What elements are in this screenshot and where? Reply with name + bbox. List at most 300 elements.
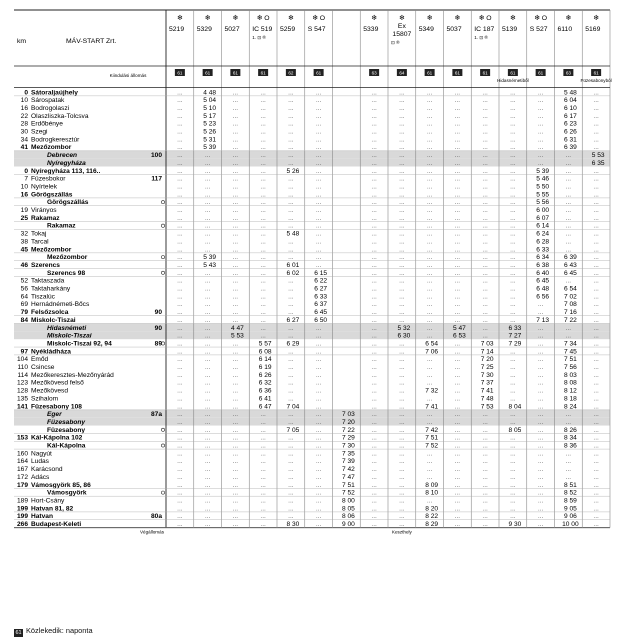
no-stop-mark: ... bbox=[177, 230, 183, 238]
no-stop-mark: ... bbox=[399, 450, 405, 458]
no-stop-mark: ... bbox=[593, 458, 599, 466]
departure-time: 6 15 bbox=[314, 269, 328, 277]
no-stop-mark: ... bbox=[426, 450, 433, 458]
no-stop-mark: ... bbox=[288, 348, 294, 356]
no-stop-mark: ... bbox=[288, 481, 294, 489]
train-symbol-icon: ❄ bbox=[232, 15, 239, 22]
no-stop-mark: ... bbox=[204, 481, 211, 489]
no-stop-mark: ... bbox=[454, 418, 461, 426]
no-stop-mark: ... bbox=[371, 254, 377, 262]
no-stop-mark: ... bbox=[593, 309, 599, 317]
no-stop-mark: ... bbox=[371, 434, 377, 442]
station-name: Vámosgyörk bbox=[47, 489, 87, 497]
no-stop-mark: ... bbox=[426, 301, 433, 309]
no-stop-mark: ... bbox=[232, 207, 239, 214]
no-stop-mark: ... bbox=[510, 167, 516, 175]
no-stop-mark: ... bbox=[260, 418, 266, 426]
no-stop-mark: ... bbox=[593, 222, 599, 230]
no-stop-mark: ... bbox=[510, 144, 516, 152]
no-stop-mark: ... bbox=[565, 277, 572, 285]
station-name: Hidasnémeti bbox=[47, 324, 87, 332]
station-name: Nagyút bbox=[31, 450, 52, 458]
no-stop-mark: ... bbox=[454, 395, 461, 403]
no-stop-mark: ... bbox=[260, 450, 266, 458]
no-stop-mark: ... bbox=[593, 489, 599, 497]
no-stop-mark: ... bbox=[510, 316, 516, 324]
no-stop-mark: ... bbox=[288, 379, 294, 387]
km-value: 34 bbox=[20, 136, 28, 144]
no-stop-mark: ... bbox=[288, 199, 294, 207]
no-stop-mark: ... bbox=[399, 426, 405, 434]
no-stop-mark: ... bbox=[260, 434, 266, 442]
no-stop-mark: ... bbox=[232, 254, 239, 262]
no-stop-mark: ... bbox=[454, 411, 461, 419]
no-stop-mark: ... bbox=[510, 513, 516, 521]
no-stop-mark: ... bbox=[510, 434, 516, 442]
departure-time: 7 27 bbox=[508, 332, 522, 340]
no-stop-mark: ... bbox=[177, 473, 183, 481]
no-stop-mark: ... bbox=[399, 340, 405, 348]
no-stop-mark: ... bbox=[371, 175, 377, 183]
km-value: 52 bbox=[20, 277, 28, 285]
departure-time: 7 06 bbox=[425, 348, 439, 356]
no-stop-mark: ... bbox=[537, 473, 544, 481]
no-stop-mark: ... bbox=[232, 97, 239, 105]
no-stop-mark: ... bbox=[565, 238, 572, 246]
station-name: Füzesbokor bbox=[31, 175, 66, 183]
no-stop-mark: ... bbox=[288, 175, 294, 183]
no-stop-mark: ... bbox=[399, 309, 405, 317]
no-stop-mark: ... bbox=[232, 403, 239, 411]
departure-time: 7 20 bbox=[480, 356, 494, 364]
no-stop-mark: ... bbox=[177, 332, 183, 340]
no-stop-mark: ... bbox=[537, 340, 544, 348]
no-stop-mark: ... bbox=[482, 505, 488, 513]
departure-time: 8 05 bbox=[508, 426, 522, 434]
no-stop-mark: ... bbox=[593, 403, 599, 411]
station-name: Csincse bbox=[31, 364, 55, 371]
no-stop-mark: ... bbox=[454, 246, 461, 254]
km-value: 199 bbox=[16, 513, 28, 521]
no-stop-mark: ... bbox=[260, 513, 266, 521]
no-stop-mark: ... bbox=[315, 348, 322, 356]
no-stop-mark: ... bbox=[565, 466, 572, 474]
departure-time: 6 07 bbox=[536, 214, 550, 222]
no-stop-mark: ... bbox=[315, 144, 322, 152]
no-stop-mark: ... bbox=[482, 191, 488, 199]
no-stop-mark: ... bbox=[399, 364, 405, 371]
no-stop-mark: ... bbox=[399, 128, 405, 136]
no-stop-mark: ... bbox=[399, 442, 405, 450]
no-stop-mark: ... bbox=[537, 136, 544, 144]
no-stop-mark: ... bbox=[482, 316, 488, 324]
no-stop-mark: ... bbox=[399, 261, 405, 269]
no-stop-mark: ... bbox=[371, 230, 377, 238]
departure-time: 6 54 bbox=[563, 285, 577, 293]
departure-time: 7 32 bbox=[425, 387, 439, 395]
departure-time: 8 29 bbox=[425, 521, 439, 528]
no-stop-mark: ... bbox=[260, 167, 266, 175]
train-symbol-icon: ❄ bbox=[399, 15, 405, 22]
operator-name: MÁV-START Zrt. bbox=[66, 38, 117, 45]
no-stop-mark: ... bbox=[593, 128, 599, 136]
no-stop-mark: ... bbox=[177, 167, 183, 175]
no-stop-mark: ... bbox=[288, 434, 294, 442]
no-stop-mark: ... bbox=[565, 411, 572, 419]
no-stop-mark: ... bbox=[510, 175, 516, 183]
no-stop-mark: ... bbox=[315, 152, 322, 160]
no-stop-mark: ... bbox=[565, 458, 572, 466]
no-stop-mark: ... bbox=[454, 301, 461, 309]
departure-time: 7 51 bbox=[425, 434, 439, 442]
no-stop-mark: ... bbox=[399, 152, 405, 160]
no-stop-mark: ... bbox=[593, 450, 599, 458]
station-marker-icon bbox=[161, 444, 164, 447]
no-stop-mark: ... bbox=[593, 207, 599, 214]
no-stop-mark: ... bbox=[482, 277, 488, 285]
departure-time: 6 27 bbox=[314, 285, 328, 293]
km-value: 64 bbox=[20, 293, 28, 301]
no-stop-mark: ... bbox=[315, 238, 322, 246]
departure-time: 8 08 bbox=[563, 379, 577, 387]
no-stop-mark: ... bbox=[371, 332, 377, 340]
no-stop-mark: ... bbox=[510, 261, 516, 269]
no-stop-mark: ... bbox=[177, 89, 183, 97]
no-stop-mark: ... bbox=[454, 513, 461, 521]
no-stop-mark: ... bbox=[454, 120, 461, 128]
no-stop-mark: ... bbox=[232, 395, 239, 403]
no-stop-mark: ... bbox=[482, 222, 488, 230]
no-stop-mark: ... bbox=[482, 466, 488, 474]
departure-time: 6 00 bbox=[536, 207, 550, 214]
no-stop-mark: ... bbox=[565, 207, 572, 214]
no-stop-mark: ... bbox=[565, 191, 572, 199]
station-name: Miskolc-Tiszai bbox=[31, 316, 76, 324]
no-stop-mark: ... bbox=[593, 411, 599, 419]
no-stop-mark: ... bbox=[315, 473, 322, 481]
departure-time: 5 17 bbox=[203, 112, 217, 120]
no-stop-mark: ... bbox=[482, 309, 488, 317]
no-stop-mark: ... bbox=[177, 418, 183, 426]
train-symbol-icon: ❄ bbox=[371, 15, 377, 22]
departure-time: 5 26 bbox=[203, 128, 217, 136]
service-badge-label: 61 bbox=[510, 70, 516, 76]
no-stop-mark: ... bbox=[177, 426, 183, 434]
station-marker-icon bbox=[161, 491, 164, 494]
departure-time: 7 45 bbox=[563, 348, 577, 356]
no-stop-mark: ... bbox=[399, 521, 405, 528]
no-stop-mark: ... bbox=[593, 434, 599, 442]
no-stop-mark: ... bbox=[204, 175, 211, 183]
no-stop-mark: ... bbox=[260, 214, 266, 222]
no-stop-mark: ... bbox=[204, 285, 211, 293]
departure-time: 7 39 bbox=[341, 458, 355, 466]
no-stop-mark: ... bbox=[232, 309, 239, 317]
no-stop-mark: ... bbox=[565, 199, 572, 207]
km-value: 199 bbox=[16, 505, 28, 513]
no-stop-mark: ... bbox=[260, 332, 266, 340]
no-stop-mark: ... bbox=[593, 348, 599, 356]
no-stop-mark: ... bbox=[426, 104, 433, 112]
departure-time: 7 30 bbox=[480, 371, 494, 379]
departure-time: 4 47 bbox=[230, 324, 244, 332]
no-stop-mark: ... bbox=[593, 120, 599, 128]
no-stop-mark: ... bbox=[510, 104, 516, 112]
km-value: 172 bbox=[16, 473, 28, 481]
no-stop-mark: ... bbox=[177, 434, 183, 442]
no-stop-mark: ... bbox=[454, 104, 461, 112]
no-stop-mark: ... bbox=[177, 505, 183, 513]
no-stop-mark: ... bbox=[454, 505, 461, 513]
station-name: Füzesabony 108 bbox=[31, 403, 82, 411]
no-stop-mark: ... bbox=[371, 324, 377, 332]
no-stop-mark: ... bbox=[510, 473, 516, 481]
departure-time: 6 41 bbox=[258, 395, 272, 403]
no-stop-mark: ... bbox=[371, 371, 377, 379]
no-stop-mark: ... bbox=[482, 128, 488, 136]
no-stop-mark: ... bbox=[510, 364, 516, 371]
no-stop-mark: ... bbox=[371, 120, 377, 128]
no-stop-mark: ... bbox=[177, 152, 183, 160]
no-stop-mark: ... bbox=[510, 481, 516, 489]
no-stop-mark: ... bbox=[510, 301, 516, 309]
table-reference: 117 bbox=[151, 175, 162, 183]
no-stop-mark: ... bbox=[204, 199, 211, 207]
station-name: Nyíregyháza bbox=[47, 159, 86, 167]
no-stop-mark: ... bbox=[565, 152, 572, 160]
no-stop-mark: ... bbox=[232, 159, 239, 167]
no-stop-mark: ... bbox=[426, 222, 433, 230]
no-stop-mark: ... bbox=[260, 473, 266, 481]
no-stop-mark: ... bbox=[204, 458, 211, 466]
no-stop-mark: ... bbox=[454, 89, 461, 97]
no-stop-mark: ... bbox=[482, 104, 488, 112]
no-stop-mark: ... bbox=[426, 316, 433, 324]
train-number: 5169 bbox=[585, 26, 601, 33]
no-stop-mark: ... bbox=[315, 222, 322, 230]
no-stop-mark: ... bbox=[426, 159, 433, 167]
no-stop-mark: ... bbox=[371, 513, 377, 521]
no-stop-mark: ... bbox=[371, 167, 377, 175]
km-value: 30 bbox=[20, 128, 28, 136]
departure-time: 5 50 bbox=[536, 183, 550, 191]
train-number: 5349 bbox=[418, 26, 434, 33]
no-stop-mark: ... bbox=[399, 387, 405, 395]
no-stop-mark: ... bbox=[454, 442, 461, 450]
no-stop-mark: ... bbox=[565, 159, 572, 167]
departure-time: 8 06 bbox=[341, 513, 355, 521]
no-stop-mark: ... bbox=[593, 254, 599, 262]
station-name: Budapest-Keleti bbox=[31, 521, 82, 528]
no-stop-mark: ... bbox=[482, 324, 488, 332]
no-stop-mark: ... bbox=[537, 521, 544, 528]
departure-time: 7 16 bbox=[563, 309, 577, 317]
no-stop-mark: ... bbox=[510, 505, 516, 513]
no-stop-mark: ... bbox=[204, 207, 211, 214]
station-name: Görögszállás bbox=[47, 199, 89, 207]
no-stop-mark: ... bbox=[593, 356, 599, 364]
no-stop-mark: ... bbox=[177, 269, 183, 277]
no-stop-mark: ... bbox=[593, 481, 599, 489]
no-stop-mark: ... bbox=[177, 466, 183, 474]
no-stop-mark: ... bbox=[204, 167, 211, 175]
km-value: 0 bbox=[24, 89, 28, 97]
no-stop-mark: ... bbox=[260, 175, 266, 183]
no-stop-mark: ... bbox=[454, 222, 461, 230]
no-stop-mark: ... bbox=[454, 481, 461, 489]
no-stop-mark: ... bbox=[510, 348, 516, 356]
no-stop-mark: ... bbox=[371, 261, 377, 269]
station-name: Nyékládháza bbox=[31, 348, 71, 356]
station-name: Füzesabony bbox=[47, 426, 86, 434]
no-stop-mark: ... bbox=[426, 199, 433, 207]
no-stop-mark: ... bbox=[593, 238, 599, 246]
no-stop-mark: ... bbox=[510, 183, 516, 191]
km-header: km bbox=[17, 38, 27, 45]
no-stop-mark: ... bbox=[399, 214, 405, 222]
no-stop-mark: ... bbox=[288, 505, 294, 513]
train-category: Ex bbox=[397, 23, 406, 30]
no-stop-mark: ... bbox=[426, 214, 433, 222]
no-stop-mark: ... bbox=[593, 466, 599, 474]
no-stop-mark: ... bbox=[177, 442, 183, 450]
departure-time: 7 51 bbox=[563, 356, 577, 364]
no-stop-mark: ... bbox=[399, 89, 405, 97]
no-stop-mark: ... bbox=[288, 473, 294, 481]
no-stop-mark: ... bbox=[510, 371, 516, 379]
km-value: 16 bbox=[20, 191, 28, 199]
no-stop-mark: ... bbox=[593, 418, 599, 426]
no-stop-mark: ... bbox=[454, 199, 461, 207]
no-stop-mark: ... bbox=[454, 434, 461, 442]
no-stop-mark: ... bbox=[537, 489, 544, 497]
no-stop-mark: ... bbox=[371, 418, 377, 426]
train-number: 5259 bbox=[280, 26, 296, 33]
no-stop-mark: ... bbox=[454, 489, 461, 497]
departure-time: 7 13 bbox=[536, 316, 550, 324]
departure-time: 6 33 bbox=[536, 246, 550, 254]
no-stop-mark: ... bbox=[510, 207, 516, 214]
no-stop-mark: ... bbox=[204, 214, 211, 222]
no-stop-mark: ... bbox=[371, 521, 377, 528]
departure-time: 5 57 bbox=[258, 340, 272, 348]
no-stop-mark: ... bbox=[177, 120, 183, 128]
no-stop-mark: ... bbox=[232, 222, 239, 230]
no-stop-mark: ... bbox=[288, 332, 294, 340]
no-stop-mark: ... bbox=[399, 497, 405, 505]
no-stop-mark: ... bbox=[204, 466, 211, 474]
station-marker-icon bbox=[161, 224, 164, 227]
no-stop-mark: ... bbox=[260, 222, 266, 230]
no-stop-mark: ... bbox=[232, 379, 239, 387]
station-name: Nyíregyháza 113, 116.. bbox=[31, 167, 101, 175]
no-stop-mark: ... bbox=[537, 505, 544, 513]
no-stop-mark: ... bbox=[482, 269, 488, 277]
no-stop-mark: ... bbox=[315, 379, 322, 387]
departure-time: 7 35 bbox=[341, 450, 355, 458]
no-stop-mark: ... bbox=[371, 246, 377, 254]
station-name: Füzesabony bbox=[47, 418, 86, 426]
no-stop-mark: ... bbox=[426, 207, 433, 214]
station-name: Tarcal bbox=[31, 238, 49, 246]
no-stop-mark: ... bbox=[565, 214, 572, 222]
no-stop-mark: ... bbox=[399, 191, 405, 199]
no-stop-mark: ... bbox=[288, 136, 294, 144]
km-value: 179 bbox=[16, 481, 28, 489]
no-stop-mark: ... bbox=[482, 112, 488, 120]
no-stop-mark: ... bbox=[315, 324, 322, 332]
departure-time: 9 06 bbox=[563, 513, 577, 521]
no-stop-mark: ... bbox=[177, 458, 183, 466]
no-stop-mark: ... bbox=[454, 191, 461, 199]
departure-time: 5 31 bbox=[203, 136, 217, 144]
no-stop-mark: ... bbox=[232, 104, 239, 112]
no-stop-mark: ... bbox=[426, 293, 433, 301]
no-stop-mark: ... bbox=[232, 120, 239, 128]
no-stop-mark: ... bbox=[232, 191, 239, 199]
station-name: Eger bbox=[47, 411, 62, 419]
no-stop-mark: ... bbox=[260, 159, 266, 167]
no-stop-mark: ... bbox=[510, 238, 516, 246]
departure-time: 6 32 bbox=[258, 379, 272, 387]
table-reference: 80a bbox=[150, 513, 162, 521]
no-stop-mark: ... bbox=[454, 254, 461, 262]
train-symbol-icon: ❄ bbox=[288, 15, 294, 22]
no-stop-mark: ... bbox=[232, 521, 239, 528]
no-stop-mark: ... bbox=[482, 89, 488, 97]
no-stop-mark: ... bbox=[537, 371, 544, 379]
no-stop-mark: ... bbox=[177, 521, 183, 528]
no-stop-mark: ... bbox=[315, 89, 322, 97]
departure-time: 6 26 bbox=[563, 128, 577, 136]
no-stop-mark: ... bbox=[593, 183, 599, 191]
no-stop-mark: ... bbox=[232, 473, 239, 481]
no-stop-mark: ... bbox=[204, 411, 211, 419]
no-stop-mark: ... bbox=[565, 418, 572, 426]
no-stop-mark: ... bbox=[454, 403, 461, 411]
column-bottom-note: Keszthely bbox=[391, 529, 412, 535]
departure-time: 5 39 bbox=[203, 144, 217, 152]
no-stop-mark: ... bbox=[399, 120, 405, 128]
station-name: Emőd bbox=[31, 356, 49, 364]
departure-time: 6 48 bbox=[536, 285, 550, 293]
km-value: 84 bbox=[20, 316, 28, 324]
no-stop-mark: ... bbox=[510, 97, 516, 105]
no-stop-mark: ... bbox=[288, 411, 294, 419]
no-stop-mark: ... bbox=[232, 340, 239, 348]
departure-time: 7 52 bbox=[425, 442, 439, 450]
no-stop-mark: ... bbox=[260, 183, 266, 191]
no-stop-mark: ... bbox=[315, 191, 322, 199]
no-stop-mark: ... bbox=[315, 230, 322, 238]
train-symbol-icon: ❄ bbox=[565, 15, 572, 22]
no-stop-mark: ... bbox=[593, 230, 599, 238]
no-stop-mark: ... bbox=[204, 340, 211, 348]
departure-time: 8 34 bbox=[563, 434, 577, 442]
no-stop-mark: ... bbox=[593, 104, 599, 112]
no-stop-mark: ... bbox=[232, 183, 239, 191]
departure-time: 5 10 bbox=[203, 104, 217, 112]
station-name: Mezőkeresztes-Mezőnyárád bbox=[31, 371, 114, 379]
no-stop-mark: ... bbox=[177, 513, 183, 521]
no-stop-mark: ... bbox=[510, 269, 516, 277]
no-stop-mark: ... bbox=[593, 379, 599, 387]
train-number: S 547 bbox=[307, 26, 326, 33]
no-stop-mark: ... bbox=[371, 309, 377, 317]
departure-time: 8 04 bbox=[508, 403, 522, 411]
no-stop-mark: ... bbox=[593, 97, 599, 105]
no-stop-mark: ... bbox=[510, 285, 516, 293]
